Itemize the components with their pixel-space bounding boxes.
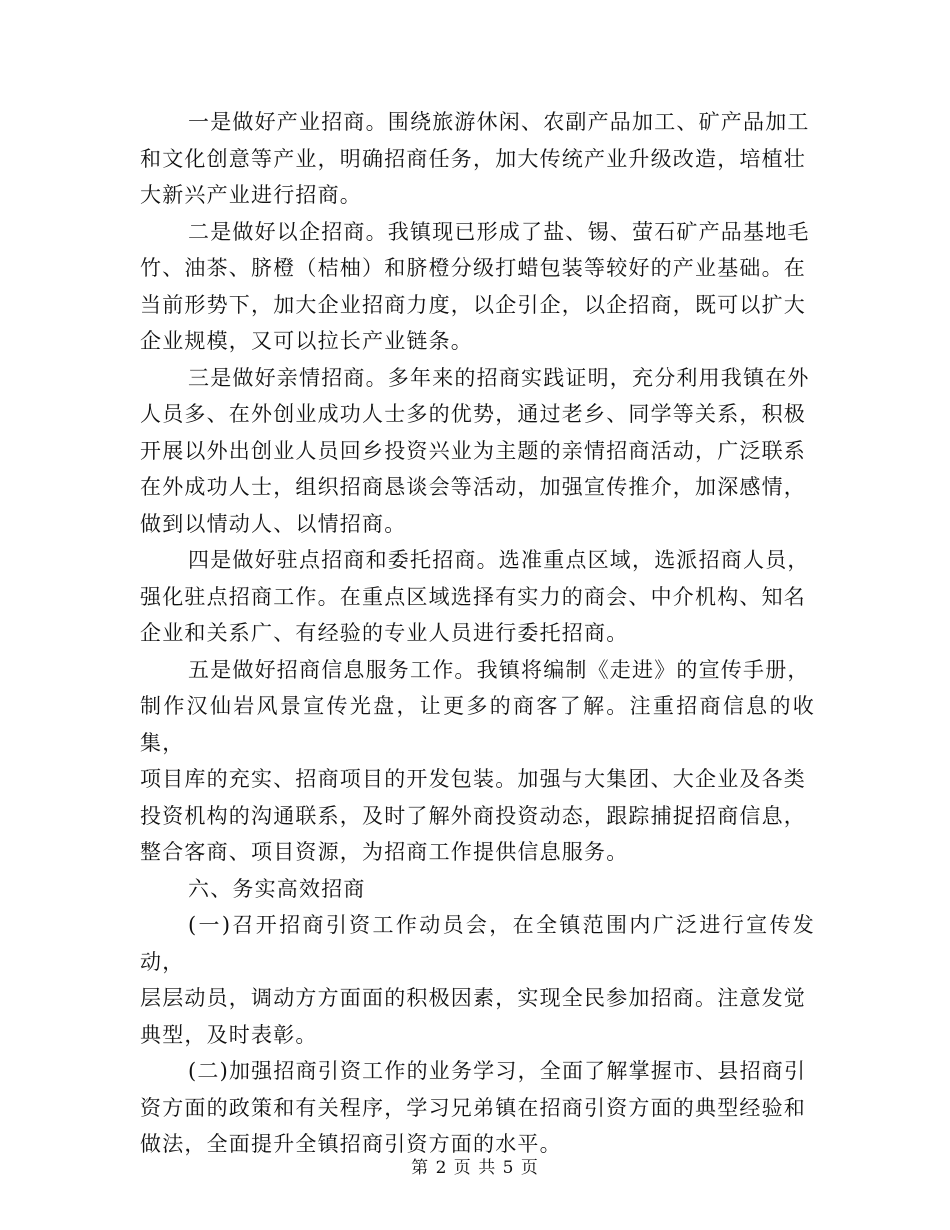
paragraph-information-service: 五是做好招商信息服务工作。我镇将编制《走进》的宣传手册， 制作汉仙岩风景宣传光盘，让更多的商客了解。注重招商信息的收集， 项目库的充实、招商项目的开发包装。加强与大集团、大企业及各类 投资机构的沟通联系，及时了解外商投资动态，跟踪捕捉招商信息， 整合客商、项目资源，为招商工作提供信息服务。 (140, 657, 815, 864)
paragraph-business-learning: (二)加强招商引资工作的业务学习，全面了解掌握市、县招商引 资方面的政策和有关程序，学习兄弟镇在招商引资方面的典型经验和 做法，全面提升全镇招商引资方面的水平。 (140, 1059, 807, 1156)
paragraph-industry-investment: 一是做好产业招商。围绕旅游休闲、农副产品加工、矿产品加工 和文化创意等产业，明确招商任务，加大传统产业升级改造，培植壮 大新兴产业进行招商。 (140, 110, 810, 207)
paragraph-mobilization-meeting: (一)召开招商引资工作动员会，在全镇范围内广泛进行宣传发动， 层层动员，调动方方面面的积极因素，实现全民参加招商。注意发觉 典型，及时表彰。 (140, 913, 815, 1047)
page-number-footer: 第 2 页 共 5 页 (411, 1158, 539, 1178)
document-body (140, 104, 815, 1163)
paragraph-kinship-investment: 三是做好亲情招商。多年来的招商实践证明，充分利用我镇在外 人员多、在外创业成功人士多的优势，通过老乡、同学等关系，积极 开展以外出创业人员回乡投资兴业为主题的亲情招商活动，广泛联系 在外成功人士，组织招商恳谈会等活动，加强宣传推介，加深感情， 做到以情动人、以情招商。 (140, 365, 810, 536)
paragraph-station-entrusted-investment: 四是做好驻点招商和委托招商。选准重点区域，选派招商人员， 强化驻点招商工作。在重点区域选择有实力的商会、中介机构、知名 企业和关系广、有经验的专业人员进行委托招商。 (140, 548, 810, 645)
section-heading-pragmatic-investment: 六、务实高效招商 (188, 876, 366, 901)
paragraph-enterprise-investment: 二是做好以企招商。我镇现已形成了盐、锡、萤石矿产品基地毛 竹、油茶、脐橙（桔柚）和脐橙分级打蜡包装等较好的产业基础。在 当前形势下，加大企业招商力度，以企引企，以企招商，既可以扩大 企业规模，又可以拉长产业链条。 (140, 219, 810, 353)
